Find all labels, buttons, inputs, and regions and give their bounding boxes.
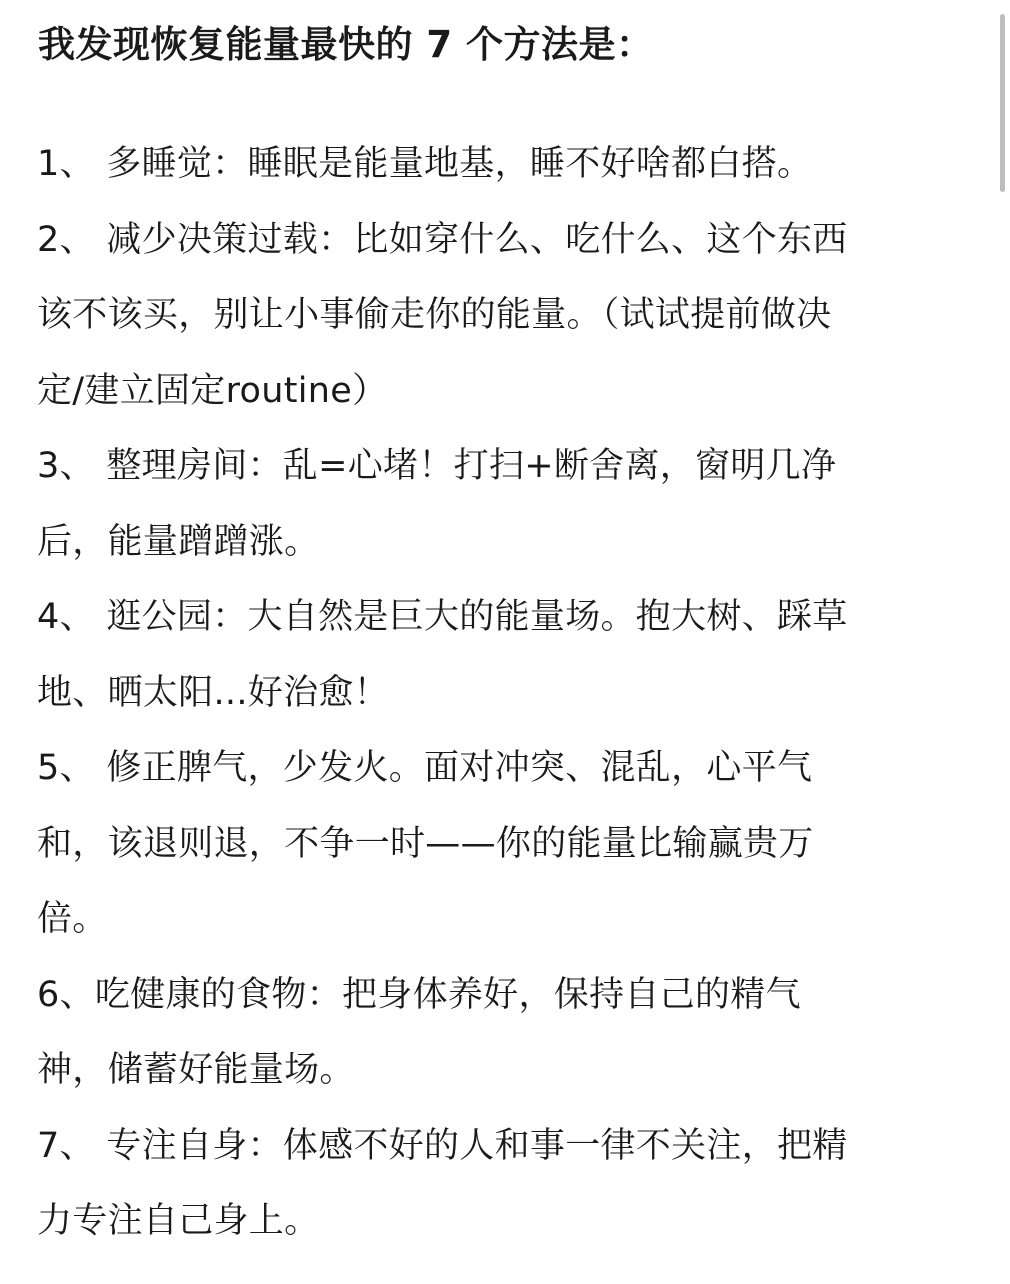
method-list (37, 127, 977, 1260)
text-line: 7、 专注自身：体感不好的人和事一律不关注，把精 (37, 1125, 848, 1166)
text-line: 定/建立固定routine） (37, 370, 388, 411)
text-line: 4、 逛公园：大自然是巨大的能量场。抱大树、踩草 (37, 597, 848, 637)
text-line: 后，能量蹭蹭涨。 (37, 521, 320, 562)
text-line: 倍。 (37, 899, 108, 939)
text-line: 1、 多睡觉：睡眠是能量地基，睡不好啥都白搭。 (37, 144, 813, 184)
scrollbar[interactable] (996, 0, 1010, 1284)
text-line: 该不该买，别让小事偷走你的能量。（试试提前做决 (37, 295, 832, 335)
text-line: 5、 修正脾气，少发火。面对冲突、混乱，心平气 (37, 748, 813, 788)
scrollbar-thumb[interactable] (1000, 14, 1005, 192)
text-line: 力专注自己身上。 (37, 1201, 320, 1241)
text-line: 2、 减少决策过载：比如穿什么、吃什么、这个东西 (37, 219, 848, 260)
text-line: 地、晒太阳...好治愈！ (37, 672, 389, 713)
note-title: 我发现恢复能量最快的 7 个方法是： (38, 23, 654, 66)
text-line: 神，储蓄好能量场。 (37, 1050, 355, 1090)
text-line: 6、吃健康的食物：把身体养好，保持自己的精气 (37, 974, 801, 1015)
text-line: 3、 整理房间：乱=心堵！打扫+断舍离，窗明几净 (37, 446, 837, 486)
text-line: 和，该退则退，不争一时——你的能量比输赢贵万 (37, 823, 814, 864)
